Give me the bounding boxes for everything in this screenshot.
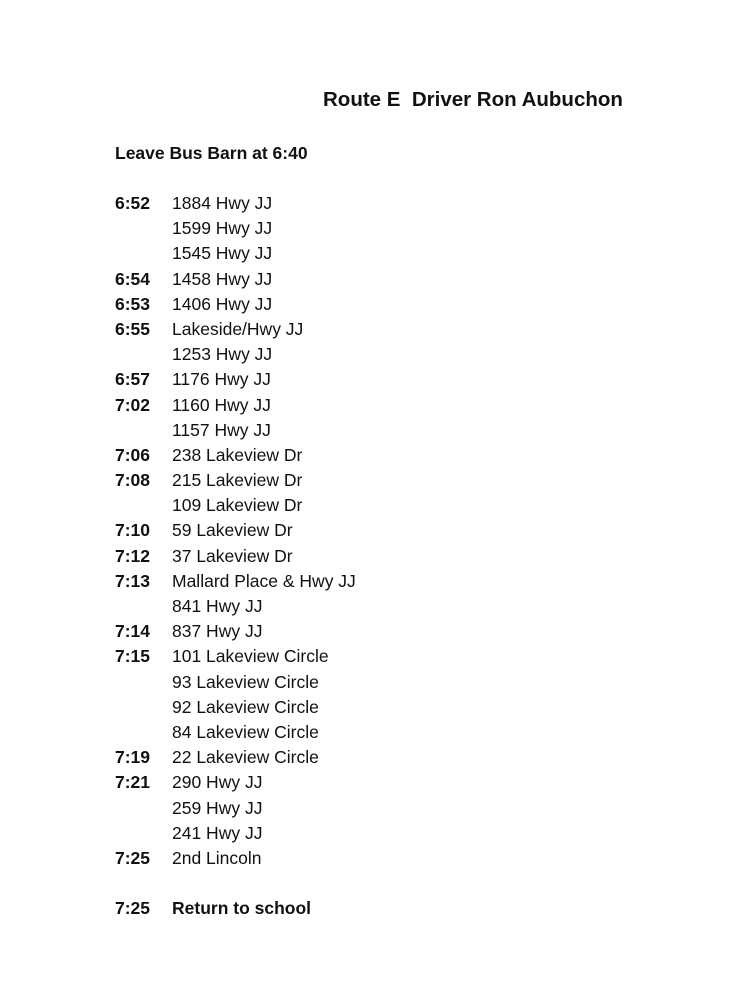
return-time: 7:25 (115, 898, 151, 918)
stop-address: 241 Hwy JJ (172, 822, 263, 843)
stop-row (115, 847, 356, 872)
stop-time: 7:12 (115, 545, 151, 566)
stop-address: 238 Lakeview Dr (172, 444, 303, 465)
stop-row (115, 494, 356, 519)
leave-bus-barn-text: Leave Bus Barn at 6:40 (115, 143, 308, 163)
stop-row (115, 394, 356, 419)
stop-row (115, 696, 356, 721)
stop-address: 2nd Lincoln (172, 847, 262, 868)
return-to-school-row (115, 898, 311, 919)
stop-row (115, 595, 356, 620)
stop-row (115, 746, 356, 771)
stop-row (115, 217, 356, 242)
stop-address: 93 Lakeview Circle (172, 671, 319, 692)
stop-row (115, 343, 356, 368)
stop-address: 37 Lakeview Dr (172, 545, 293, 566)
stop-address: 259 Hwy JJ (172, 797, 263, 818)
stop-row (115, 293, 356, 318)
stop-row (115, 368, 356, 393)
stop-row (115, 620, 356, 645)
stop-time: 7:06 (115, 444, 151, 465)
stop-address: Mallard Place & Hwy JJ (172, 570, 356, 591)
stop-time: 7:02 (115, 394, 151, 415)
stop-address: 101 Lakeview Circle (172, 646, 329, 667)
stop-row (115, 721, 356, 746)
stop-row (115, 797, 356, 822)
stop-row (115, 192, 356, 217)
stop-row (115, 645, 356, 670)
stop-address: 1458 Hwy JJ (172, 268, 273, 289)
stop-schedule-list (115, 192, 356, 872)
stop-time: 7:14 (115, 621, 151, 642)
return-text: Return to school (172, 898, 312, 918)
stop-address: 1160 Hwy JJ (172, 394, 271, 415)
route-title: Route E Driver Ron Aubuchon (323, 88, 623, 111)
stop-time: 7:25 (115, 847, 151, 868)
stop-row (115, 469, 356, 494)
stop-row (115, 570, 356, 595)
stop-time: 6:53 (115, 293, 151, 314)
stop-time: 7:10 (115, 520, 151, 541)
stop-row (115, 444, 356, 469)
stop-time: 6:55 (115, 318, 151, 339)
stop-time: 7:19 (115, 747, 151, 768)
stop-time: 7:15 (115, 646, 151, 667)
stop-address: Lakeside/Hwy JJ (172, 318, 304, 339)
stop-row (115, 545, 356, 570)
stop-row (115, 242, 356, 267)
stop-row (115, 822, 356, 847)
stop-address: 1253 Hwy JJ (172, 344, 273, 365)
stop-address: 1599 Hwy JJ (172, 218, 273, 239)
stop-time: 7:08 (115, 470, 151, 491)
stop-address: 59 Lakeview Dr (172, 520, 293, 541)
stop-address: 84 Lakeview Circle (172, 721, 319, 742)
stop-address: 1884 Hwy JJ (172, 193, 273, 213)
stop-address: 837 Hwy JJ (172, 621, 263, 642)
stop-address: 290 Hwy JJ (172, 772, 263, 793)
stop-time: 6:52 (115, 193, 151, 213)
stop-time: 7:13 (115, 570, 151, 591)
stop-row (115, 268, 356, 293)
stop-row (115, 771, 356, 796)
stop-address: 215 Lakeview Dr (172, 470, 303, 491)
stop-address: 1545 Hwy JJ (172, 243, 273, 264)
stop-row (115, 671, 356, 696)
stop-address: 841 Hwy JJ (172, 596, 263, 616)
stop-address: 22 Lakeview Circle (172, 747, 319, 768)
stop-address: 1176 Hwy JJ (172, 369, 271, 390)
stop-time: 6:57 (115, 369, 151, 390)
stop-address: 1406 Hwy JJ (172, 293, 273, 314)
stop-row (115, 519, 356, 544)
stop-address: 109 Lakeview Dr (172, 495, 303, 516)
stop-address: 92 Lakeview Circle (172, 696, 319, 717)
stop-row (115, 419, 356, 444)
stop-row (115, 318, 356, 343)
stop-time: 7:21 (115, 772, 151, 793)
stop-time: 6:54 (115, 268, 151, 289)
stop-address: 1157 Hwy JJ (172, 419, 271, 440)
